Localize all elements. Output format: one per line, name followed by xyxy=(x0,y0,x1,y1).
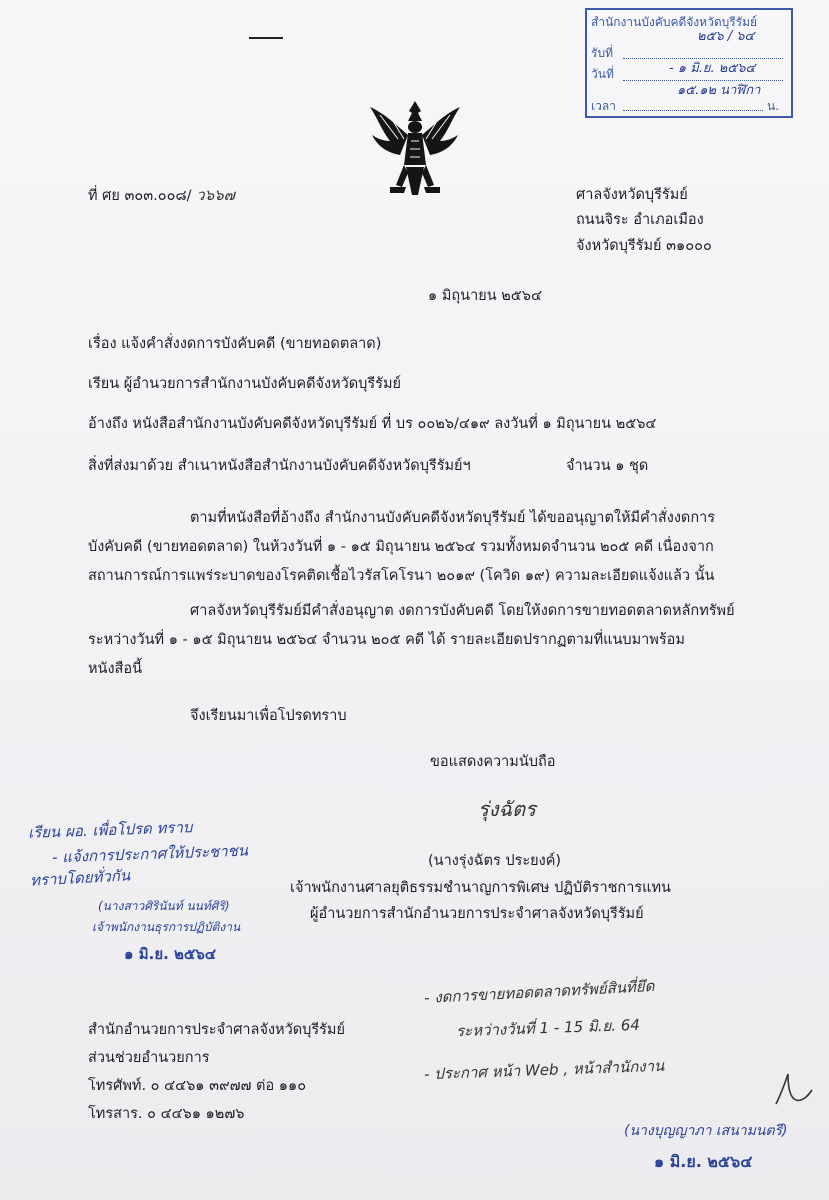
paragraph-2-line-2: ระหว่างวันที่ ๑ - ๑๕ มิถุนายน ๒๕๖๔ จำนวน ๒๐๕ คดี ได้ รายละเอียดปรากฏตามที่แนบมาพร้อม xyxy=(88,632,685,648)
garuda-emblem-icon xyxy=(360,95,470,205)
address-road: ถนนจิระ อำเภอเมือง xyxy=(576,212,704,228)
paragraph-1-line-1: ตามที่หนังสือที่อ้างถึง สำนักงานบังคับคดีจังหวัดบุรีรัมย์ ได้ขออนุญาตให้มีคำสั่งงดการ xyxy=(190,510,716,526)
signature: รุ่งฉัตร xyxy=(478,797,536,821)
reference-handwritten: ว๖๖๗ xyxy=(196,186,235,204)
paragraph-2-line-3: หนังสือนี้ xyxy=(88,661,143,677)
paragraph-1-line-3: สถานการณ์การแพร่ระบาดของโรคติดเชื้อไวรัสโคโรนา ๒๐๑๙ (โควิด ๑๙) ความละเอียดแจ้งแล้ว นั้น xyxy=(88,568,715,584)
reference-number xyxy=(88,185,235,206)
regards: ขอแสดงความนับถือ xyxy=(430,754,556,770)
recipient-line: เรียน ผู้อำนวยการสำนักงานบังคับคดีจังหวัดบุรีรัมย์ xyxy=(88,376,402,392)
signer-title-2: ผู้อำนวยการสำนักอำนวยการประจำศาลจังหวัดบุรีรัมย์ xyxy=(310,906,644,922)
reference-prefix: ที่ ศย ๓๐๓.๐๐๘/ xyxy=(88,188,192,204)
initial-signature-icon xyxy=(770,1070,815,1110)
reference-line: อ้างถึง หนังสือสำนักงานบังคับคดีจังหวัดบุรีรัมย์ ที่ บร ๐๐๒๖/๔๑๙ ลงวันที่ ๑ มิถุนายน ๒๕๖๔ xyxy=(88,416,657,432)
enclosure-line: สิ่งที่ส่งมาด้วย สำเนาหนังสือสำนักงานบังคับคดีจังหวัดบุรีรัมย์ฯ xyxy=(88,458,471,474)
receiving-stamp xyxy=(585,8,793,118)
footer-division: ส่วนช่วยอำนวยการ xyxy=(88,1050,210,1066)
paragraph-1-line-2: บังคับคดี (ขายทอดตลาด) ในห้วงวันที่ ๑ - ๑๕ มิถุนายน ๒๕๖๔ รวมทั้งหมดจำนวน ๒๐๕ คดี เนื่องจาก xyxy=(88,539,714,555)
right-note-name: (นางบุญญาภา เสนามนตรี) xyxy=(624,1123,788,1139)
stamp-time-line xyxy=(623,110,763,111)
stamp-date-value: - ๑ มิ.ย. ๒๕๖๔ xyxy=(669,61,756,76)
footer-fax: โทรสาร. ๐ ๔๔๖๑ ๑๒๗๖ xyxy=(88,1106,245,1122)
right-note-line-2: ระหว่างวันที่ 1 - 15 มิ.ย. 64 xyxy=(455,1015,641,1041)
stamp-receive-line xyxy=(623,58,783,59)
signer-name: (นางรุ่งฉัตร ประยงค์) xyxy=(428,853,562,869)
paragraph-3: จึงเรียนมาเพื่อโปรดทราบ xyxy=(190,708,347,724)
stamp-receive-handwriting: ๒๕๖ / ๖๔ xyxy=(697,29,755,44)
left-note-line-2: - แจ้งการประกาศให้ประชาชน xyxy=(51,841,249,867)
stamp-office: สำนักงานบังคับคดีจังหวัดบุรีรัมย์ xyxy=(591,15,758,29)
left-note-date: ๑ มิ.ย. ๒๕๖๔ xyxy=(124,945,217,963)
top-dash xyxy=(249,37,283,39)
stamp-time-value: ๑๕.๑๒ นาฬิกา xyxy=(677,83,761,98)
document-date: ๑ มิถุนายน ๒๕๖๔ xyxy=(428,288,542,304)
subject-line: เรื่อง แจ้งคำสั่งงดการบังคับคดี (ขายทอดตลาด) xyxy=(88,336,382,352)
address-province: จังหวัดบุรีรัมย์ ๓๑๐๐๐ xyxy=(576,238,712,254)
stamp-time-unit: น. xyxy=(767,99,780,113)
court-name: ศาลจังหวัดบุรีรัมย์ xyxy=(576,187,688,203)
stamp-receive-label: รับที่ xyxy=(591,46,613,60)
footer-phone: โทรศัพท์. ๐ ๔๔๖๑ ๓๙๗๗ ต่อ ๑๑๐ xyxy=(88,1078,307,1094)
left-note-line-1: เรียน ผอ. เพื่อโปรด ทราบ xyxy=(27,818,193,842)
right-note-line-1: - งดการขายทอดตลาดทรัพย์สินที่ยึด xyxy=(423,976,655,1008)
enclosure-count: จำนวน ๑ ชุด xyxy=(566,458,649,474)
signer-title-1: เจ้าพนักงานศาลยุติธรรมชำนาญการพิเศษ ปฏิบัติราชการแทน xyxy=(290,880,671,896)
stamp-date-line xyxy=(623,80,783,81)
right-note-date: ๑ มิ.ย. ๒๕๖๔ xyxy=(654,1152,753,1171)
stamp-date-label: วันที่ xyxy=(591,67,614,81)
footer-office: สำนักอำนวยการประจำศาลจังหวัดบุรีรัมย์ xyxy=(88,1022,345,1038)
left-note-line-3: ทราบโดยทั่วกัน xyxy=(29,866,131,890)
stamp-time-label: เวลา xyxy=(591,99,616,113)
right-note-line-3: - ประกาศ หน้า Web , หน้าสำนักงาน xyxy=(423,1056,665,1084)
left-note-title: เจ้าพนักงานธุรการปฏิบัติงาน xyxy=(92,920,241,934)
paragraph-2-line-1: ศาลจังหวัดบุรีรัมย์มีคำสั่งอนุญาต งดการบังคับคดี โดยให้งดการขายทอดตลาดหลักทรัพย์ xyxy=(190,603,735,619)
left-note-name: (นางสาวศิรินันท์ นนท์ศิริ) xyxy=(98,899,230,913)
